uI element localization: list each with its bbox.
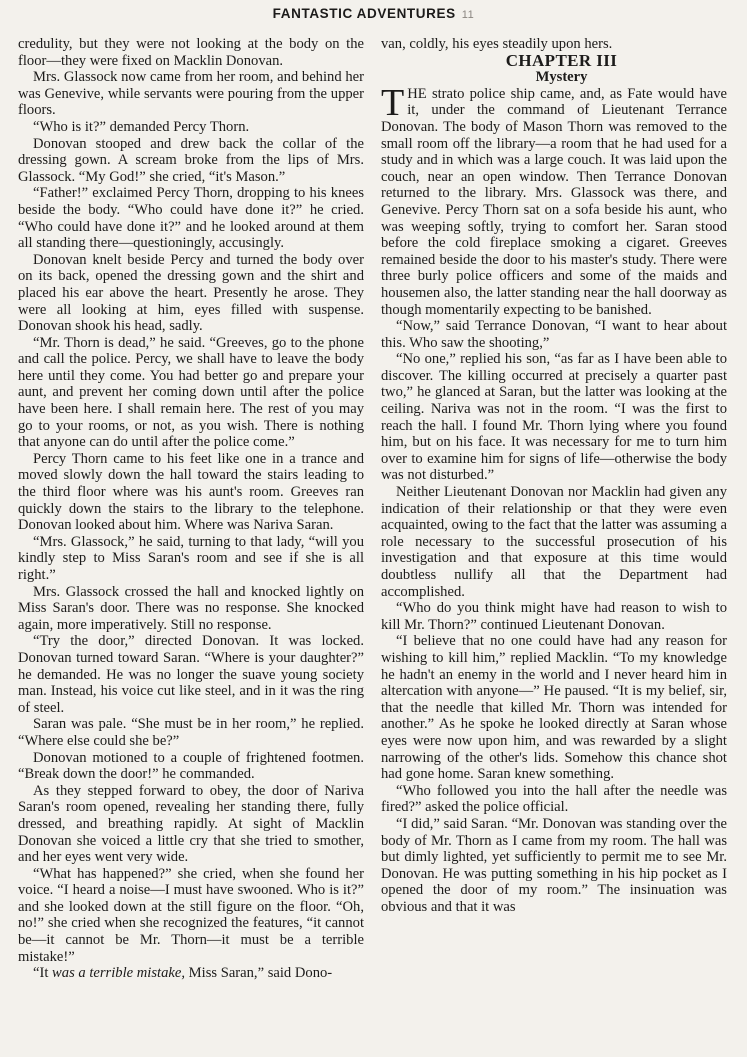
italic-text-run: was a terrible mistake, [52, 965, 186, 982]
paragraph: Percy Thorn came to his feet like one in a trance and moved slowly down the hall toward the stairs leading to the third floor where was his aunt's room. Greeves ran quickly down the stairs to the library to the telephone. Donovan looked about him. Where was Nariva Saran. [18, 450, 364, 534]
left-column [18, 36, 364, 982]
paragraph: “Now,” said Terrance Donovan, “I want to hear about this. Who saw the shooting,” [381, 318, 727, 351]
paragraph: Neither Lieutenant Donovan nor Macklin had given any indication of their relationship or that they were even acquainted, owing to the fact that the latter was assuming a role necessary to the successful prosecution of his investigation and that exposure at this time would doubtless nullify all that the Department had accomplished. [381, 484, 727, 600]
paragraph: “Who do you think might have had reason to wish to kill Mr. Thorn?” continued Lieutenant Donovan. [381, 600, 727, 633]
paragraph: “Mr. Thorn is dead,” he said. “Greeves, go to the phone and call the police. Percy, we shall have to leave the body here until they come. You had better go and prepare your aunt, and prevent her coming down until after the police have been here. I shall remain here. The rest of you may go to your rooms, or not, as you wish. There is nothing that anyone can do until after the police come.” [18, 334, 364, 451]
paragraph: “Who is it?” demanded Percy Thorn. [33, 118, 250, 135]
paragraph-continuation: van, coldly, his eyes steadily upon hers. [381, 36, 613, 52]
paragraph-last [18, 965, 364, 982]
paragraph: As they stepped forward to obey, the door of Nariva Saran's room opened, revealing her standing there, fully dressed, and breathing rapidly. At sight of Macklin Donovan she voiced a little cry that she tried to smother, and her eyes went very wide. [18, 782, 364, 866]
paragraph: Donovan knelt beside Percy and turned the body over on its back, opened the dressing gown and the shirt and placed his ear above the heart. Presently he arose. They were all looking at him, eyes filled with suspense. Donovan shook his head, sadly. [18, 251, 364, 335]
paragraph: “I did,” said Saran. “Mr. Donovan was standing over the body of Mr. Thorn as I came from my room. The hall was but dimly lighted, yet sufficiently to permit me to see Mr. Donovan. He was putting something in his hip pocket as I opened the door of my room.” The insinuation was obvious and that it was [381, 815, 727, 915]
text-run: Miss Saran,” said Dono- [185, 965, 333, 982]
paragraph: “No one,” replied his son, “as far as I have been able to discover. The killing occurred at precisely a quarter past two,” he glanced at Saran, but the latter was looking at the ceiling. Nariva was not in the room. “I was the first to reach the hall. I found Mr. Thorn lying where you found him, but on his face. It was necessary for me to turn him over to examine him for signs of life—otherwise the body was not disturbed.” [381, 351, 727, 484]
magazine-title: FANTASTIC ADVENTURES [272, 6, 456, 21]
text-run: “It [33, 965, 53, 982]
chapter-heading: CHAPTER III [505, 50, 618, 70]
paragraph: credulity, but they were not looking at the body on the floor—they were fixed on Macklin Donovan. [18, 36, 364, 69]
paragraph: Mrs. Glassock crossed the hall and knocked lightly on Miss Saran's door. There was no response. She knocked again, more imperatively. Still no response. [18, 583, 364, 633]
paragraph: Donovan stooped and drew back the collar of the dressing gown. A scream broke from the lips of Mrs. Glassock. “My God!” she cried, “it's Mason.” [18, 135, 364, 185]
paragraph: “What has happened?” she cried, when she found her voice. “I heard a noise—I must have swooned. Who is it?” and she looked down at the still figure on the floor. “Oh, no!” she cried when she recognized the features, “it cannot be—it cannot be Mr. Thorn—it must be a terrible mistake!” [18, 865, 364, 965]
paragraph: Donovan motioned to a couple of frightened footmen. “Break down the door!” he commanded. [18, 749, 364, 783]
right-column [381, 36, 727, 915]
paragraph: “Father!” exclaimed Percy Thorn, dropping to his knees beside the body. “Who could have done it?” he cried. “Who could have done it?” and he looked around at them all standing there—questioningly, accusingly. [18, 185, 364, 252]
opening-text: HE strato police ship came, and, as Fate would have it, under the command of Lieutenant Terrance Donovan. The body of Mason Thorn was removed to the small room off the library—a room that he had used for a study and in which was a large couch. It was laid upon the couch, near an open window. Then Terrance Donovan returned to the library. Mrs. Glassock was there, and Genevive. Percy Thorn sat on a sofa beside his aunt, who was weeping softly, trying to comfort her. Saran stood before the cold fireplace smoking a cigaret. Greeves remained beside the door to his master's study. There were three burly police officers and some of the maids and housemen also, the latter standing near the hall doorway as though momentarily expecting to be banished. [381, 85, 727, 318]
paragraph: “I believe that no one could have had any reason for wishing to kill him,” replied Macklin. “To my knowledge he hadn't an enemy in the world and I never heard him in altercation with anyone—” He paused. “It is my belief, sir, that the needle that killed Mr. Thorn was intended for another.” As he spoke he looked directly at Saran whose eyes were now upon him, and was rewarded by a slight narrowing of the other's lids. Somehow this chance shot had gone home. Saran knew something. [381, 633, 727, 783]
paragraph: Mrs. Glassock now came from her room, and behind her was Genevive, while servants were pouring from the upper floors. [18, 69, 364, 119]
paragraph: “Mrs. Glassock,” he said, turning to that lady, “will you kindly step to Miss Saran's room and see if she is all right.” [18, 533, 364, 583]
paragraph: “Who followed you into the hall after the needle was fired?” asked the police official. [381, 782, 727, 816]
chapter-subtitle: Mystery [535, 69, 588, 86]
paragraph: “Try the door,” directed Donovan. It was locked. Donovan turned toward Saran. “Where is your daughter?” he demanded. He was no longer the suave young society man. Instead, his voice cut like steel, and in it was the ring of steel. [18, 633, 364, 716]
opening-paragraph [381, 81, 727, 318]
paragraph: Saran was pale. “She must be in her room,” he replied. “Where else could she be?” [18, 716, 364, 749]
drop-cap: T [381, 81, 405, 124]
running-header [0, 6, 747, 21]
page-number: 11 [461, 9, 475, 21]
